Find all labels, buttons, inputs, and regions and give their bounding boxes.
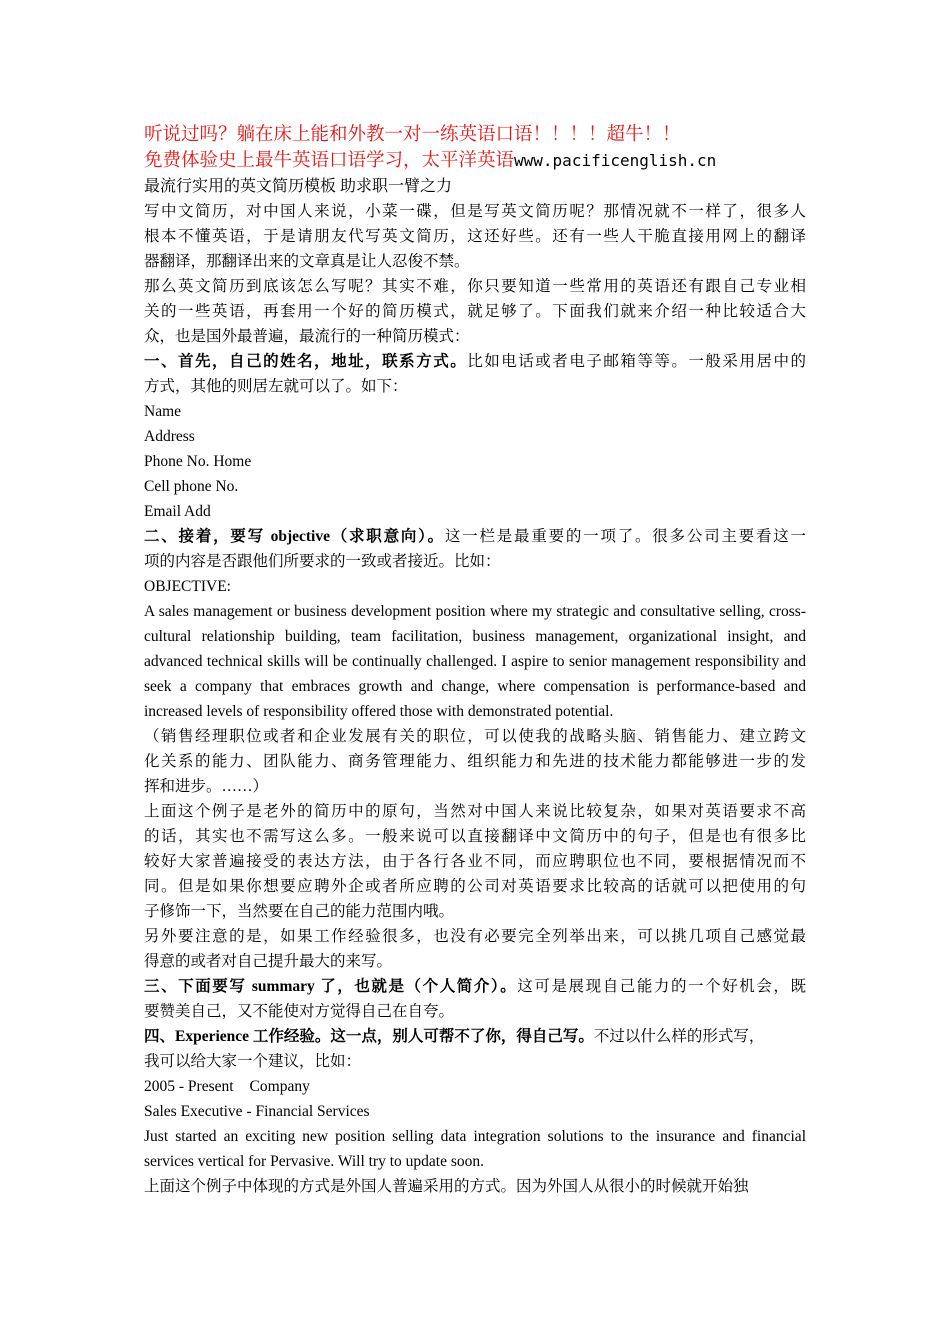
note2-line-2: 得意的或者对自己提升最大的来写。 [144, 953, 393, 970]
experience-description: Just started an exciting new position selling data integration solutions to the insurance and financial services vertical for Pervasive. Will try to update soon. [144, 1128, 806, 1170]
section-4 [144, 1024, 806, 1074]
intro-p1-line-2: 根本不懂英语，于是请朋友代写英文简历，这还好些。还有一些人干脆直接用网上的翻译 [144, 228, 806, 245]
note-line-5: 子修饰一下，当然要在自己的能力范围内哦。 [144, 903, 455, 920]
intro-paragraph-1 [144, 199, 806, 274]
ad-url-link[interactable]: www.pacificenglish.cn [514, 151, 717, 170]
ad-line-2-text: 免费体验史上最牛英语口语学习，太平洋英语 [144, 151, 515, 171]
experience-period-line [144, 1074, 806, 1099]
intro-p2-line-2: 关的一些英语，再套用一个好的简历模式，就足够了。下面我们就来介绍一种比较适合大 [144, 303, 806, 320]
note-line-2: 的话，其实也不需写这么多。一般来说可以直接翻译中文简历中的句子，但是也有很多比 [144, 828, 806, 845]
contact-field-email: Email Add [144, 503, 211, 520]
contact-field-address: Address [144, 428, 195, 445]
section-4-text-2: 我可以给大家一个建议，比如： [144, 1053, 362, 1070]
experience-note: 上面这个例子中体现的方式是外国人普遍采用的方式。因为外国人从很小的时候就开始独 [144, 1178, 749, 1195]
note-line-3: 较好大家普遍接受的表达方法，由于各行各业不同，而应聘职位也不同，要根据情况而不 [144, 853, 806, 870]
contact-field-cell-phone: Cell phone No. [144, 478, 239, 495]
ad-line-1: 听说过吗？躺在床上能和外教一对一练英语口语！！！！超牛！！ [144, 125, 681, 145]
section-1-text-2: 方式，其他的则居左就可以了。如下： [144, 378, 408, 395]
objective-translation [144, 724, 806, 799]
note-line-1: 上面这个例子是老外的简历中的原句，当然对中国人来说比较复杂，如果对英语要求不高 [144, 803, 806, 820]
translation-line-2: 化关系的能力、团队能力、商务管理能力、组织能力和先进的技术能力都能够进一步的发 [144, 753, 806, 770]
objective-note [144, 799, 806, 924]
section-4-heading: 四、Experience 工作经验。这一点，别人可帮不了你，得自己写。 [144, 1028, 594, 1045]
note-line-4: 同。但是如果你想要应聘外企或者所应聘的公司对英语要求比较高的话就可以把使用的句 [144, 878, 806, 895]
section-2 [144, 524, 806, 574]
section-1 [144, 349, 806, 399]
experience-period: 2005 - Present [144, 1078, 234, 1095]
contact-field-name: Name [144, 403, 182, 420]
section-3-text-2: 要赞美自己，又不能使对方觉得自己在自夸。 [144, 1003, 455, 1020]
document-page [144, 122, 806, 1199]
section-3 [144, 974, 806, 1024]
section-1-heading: 一、首先，自己的姓名，地址，联系方式。 [144, 353, 468, 370]
section-4-text-1: 不过以什么样的形式写， [593, 1028, 765, 1045]
intro-p1-line-1: 写中文简历，对中国人来说，小菜一碟，但是写英文简历呢？那情况就不一样了，很多人 [144, 203, 806, 220]
section-1-text-1: 比如电话或者电子邮箱等等。一般采用居中的 [467, 353, 806, 370]
section-3-text-1: 这可是展现自己能力的一个好机会，既 [517, 978, 806, 995]
note2-line-1: 另外要注意的是，如果工作经验很多，也没有必要完全列举出来，可以挑几项自己感觉最 [144, 928, 806, 945]
translation-line-3: 挥和进步。……） [144, 778, 269, 795]
experience-count-note [144, 924, 806, 974]
section-3-heading: 三、下面要写 summary 了，也就是（个人简介）。 [144, 978, 518, 995]
objective-label: OBJECTIVE: [144, 578, 231, 595]
intro-p1-line-3: 器翻译，那翻译出来的文章真是让人忍俊不禁。 [144, 253, 470, 270]
section-2-heading: 二、接着，要写 objective（求职意向）。 [144, 528, 445, 545]
translation-line-1: （销售经理职位或者和企业发展有关的职位，可以使我的战略头脑、销售能力、建立跨文 [144, 728, 806, 745]
section-2-text-2: 项的内容是否跟他们所要求的一致或者接近。比如： [144, 553, 501, 570]
section-1-line-1 [144, 349, 806, 374]
objective-example: A sales management or business development position where my strategic and consultative selling, cross-cultural relationship building, team facilitation, business management, organizational insight, and advanced technical skills will be continually challenged. I aspire to senior management responsibility and seek a company that embraces growth and change, where compensation is performance-based and increased levels of responsibility offered those with demonstrated potential. [144, 603, 806, 720]
intro-paragraph-2 [144, 274, 806, 349]
experience-company: Company [249, 1078, 310, 1095]
section-4-line-1 [144, 1024, 806, 1049]
document-subtitle: 最流行实用的英文简历模板 助求职一臂之力 [144, 178, 453, 195]
section-2-line-1 [144, 524, 806, 549]
intro-p2-line-1: 那么英文简历到底该怎么写呢？其实不难，你只要知道一些常用的英语还有跟自己专业相 [144, 278, 806, 295]
ad-line-2 [144, 148, 806, 174]
experience-title: Sales Executive - Financial Services [144, 1103, 370, 1120]
contact-field-phone-home: Phone No. Home [144, 453, 252, 470]
section-2-text-1: 这一栏是最重要的一项了。很多公司主要看这一 [444, 528, 806, 545]
section-3-line-1 [144, 974, 806, 999]
intro-p2-line-3: 众，也是国外最普遍，最流行的一种简历模式： [144, 328, 470, 345]
